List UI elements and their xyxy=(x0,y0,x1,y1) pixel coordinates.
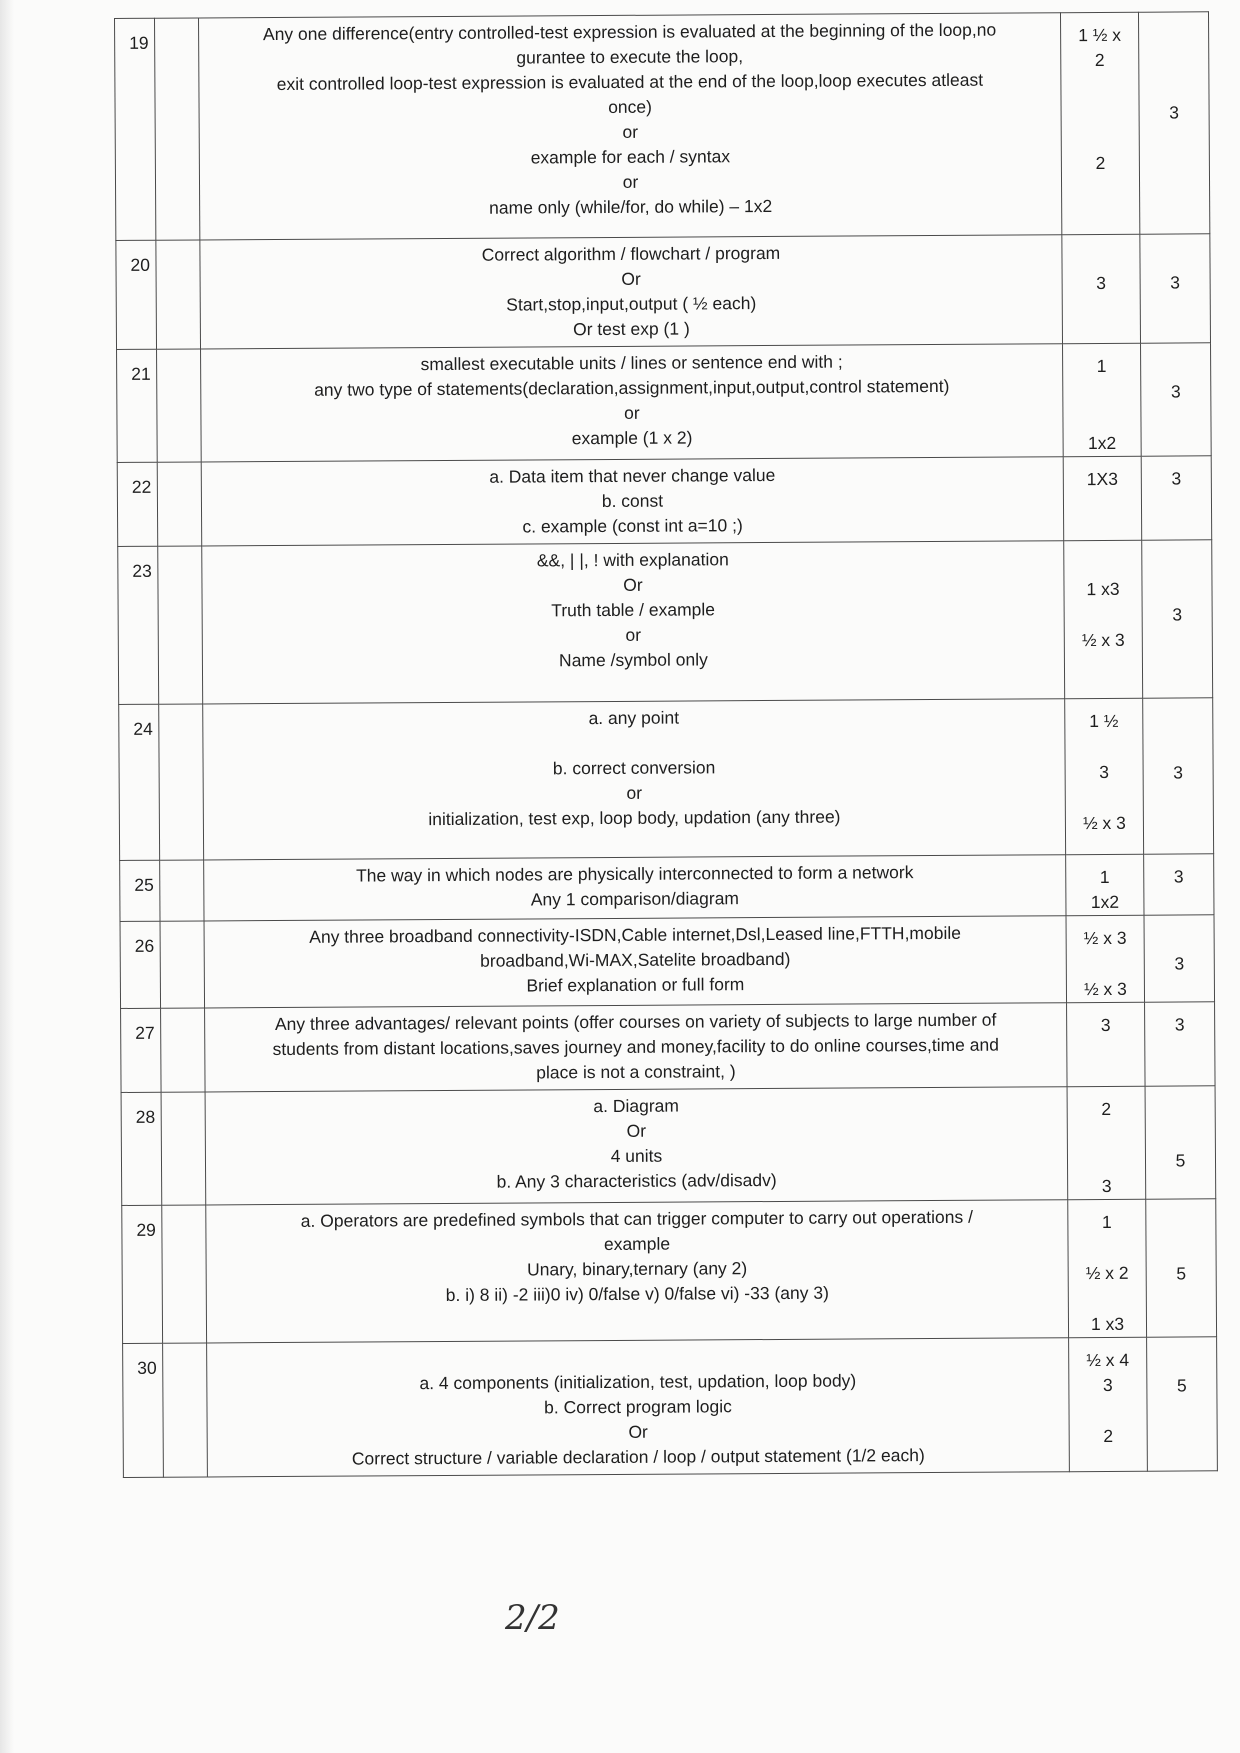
answer-key-cell xyxy=(200,235,1063,349)
question-number: 29 xyxy=(122,1205,163,1343)
answer-line: gurantee to execute the loop, xyxy=(516,46,744,68)
mark-value: 2 xyxy=(1095,152,1106,174)
mark-value xyxy=(1064,551,1141,577)
blank-column-cell xyxy=(158,546,203,704)
question-number: 26 xyxy=(120,921,161,1008)
blank-column-cell xyxy=(163,1343,208,1477)
mark-value: 1 xyxy=(1099,866,1110,887)
question-row xyxy=(119,698,1214,861)
marking-scheme-table xyxy=(114,11,1218,1478)
answer-line: Any three advantages/ relevant points (offer courses on variety of subjects to large number of xyxy=(274,1009,997,1035)
mark-value xyxy=(1066,785,1143,811)
answer-key-cell xyxy=(202,541,1065,704)
answer-line: once) xyxy=(608,96,653,117)
mark-value: 3 xyxy=(1100,1014,1111,1035)
mark-value xyxy=(1063,405,1140,431)
answer-line: initialization, test exp, loop body, updation (any three) xyxy=(428,806,841,830)
mark-value: ½ x 3 xyxy=(1081,629,1125,651)
answer-key-cell xyxy=(199,13,1062,240)
answer-line: Truth table / example xyxy=(551,599,716,621)
split-marks-cell xyxy=(1065,698,1144,854)
answer-line: Brief explanation or full form xyxy=(526,974,745,996)
split-marks-cell xyxy=(1066,915,1145,1002)
total-value: 3 xyxy=(1171,468,1182,489)
mark-value: 2 xyxy=(1094,49,1105,71)
answer-line: a. 4 components (initialization, test, updation, loop body) xyxy=(419,1370,857,1394)
question-number: 30 xyxy=(123,1343,164,1477)
split-marks-cell xyxy=(1066,854,1144,915)
answer-line: smallest executable units / lines or sentence end with ; xyxy=(420,351,843,375)
answer-key-cell xyxy=(201,457,1063,546)
mark-value xyxy=(1068,1122,1145,1148)
answer-line: Name /symbol only xyxy=(558,649,708,671)
mark-value: ½ x 2 xyxy=(1085,1262,1129,1284)
total-value xyxy=(1145,925,1214,951)
mark-value xyxy=(1062,125,1139,151)
question-row xyxy=(118,540,1213,705)
answer-line: or xyxy=(625,624,642,645)
mark-value: 1x2 xyxy=(1090,891,1120,913)
answer-line: any two type of statements(declaration,assignment,input,output,control statement) xyxy=(314,375,950,400)
blank-column-cell xyxy=(160,921,205,1008)
answer-line: 4 units xyxy=(610,1145,663,1166)
answer-line: Any one difference(entry controlled-test expression is evaluated at the beginning of the loop,no xyxy=(262,19,997,45)
blank-column-cell xyxy=(157,349,202,462)
mark-value xyxy=(1062,99,1139,125)
answer-key-cell xyxy=(203,699,1066,860)
answer-line: broadband,Wi-MAX,Satelite broadband) xyxy=(480,948,791,971)
mark-value xyxy=(1068,1148,1145,1174)
mark-value: 3 xyxy=(1102,1374,1113,1395)
mark-value: 1 xyxy=(1096,355,1107,377)
mark-value: 1X3 xyxy=(1086,468,1118,490)
total-value xyxy=(1142,576,1211,602)
answer-line: b. const xyxy=(601,490,664,512)
answer-line: Any three broadband connectivity-ISDN,Cable internet,Dsl,Leased line,FTTH,mobile xyxy=(309,922,962,947)
total-value xyxy=(1146,1235,1215,1261)
total-value: 3 xyxy=(1174,1014,1185,1035)
answer-key-cell xyxy=(207,1338,1070,1477)
mark-value xyxy=(1069,1286,1146,1312)
total-marks-cell xyxy=(1146,1199,1217,1337)
answer-line: The way in which nodes are physically interconnected to form a network xyxy=(355,862,914,886)
answer-line: b. Any 3 characteristics (adv/disadv) xyxy=(496,1169,777,1192)
total-marks-cell xyxy=(1138,12,1209,234)
answer-line: exit controlled loop-test expression is evaluated at the end of the loop,loop executes atleast xyxy=(276,69,984,95)
mark-value: 1 ½ x xyxy=(1078,24,1122,46)
question-row xyxy=(115,12,1210,241)
total-value xyxy=(1147,1347,1216,1373)
answer-key-cell xyxy=(205,1003,1067,1092)
question-number: 23 xyxy=(118,546,159,704)
split-marks-cell xyxy=(1064,540,1143,698)
mark-value: 1 x3 xyxy=(1086,578,1120,600)
answer-line: a. Diagram xyxy=(593,1095,680,1117)
total-value xyxy=(1143,734,1212,760)
answer-key-cell xyxy=(206,1200,1069,1343)
total-marks-cell xyxy=(1140,234,1211,343)
total-value xyxy=(1143,708,1212,734)
question-number: 20 xyxy=(116,240,157,349)
blank-column-cell xyxy=(157,462,202,546)
mark-value: ½ x 4 xyxy=(1086,1349,1130,1371)
answer-line: b. i) 8 ii) -2 iii)0 iv) 0/false v) 0/false vi) -33 (any 3) xyxy=(445,1282,829,1305)
mark-value xyxy=(1065,734,1142,760)
split-marks-cell xyxy=(1060,12,1139,234)
question-row xyxy=(122,1199,1217,1344)
answer-line: a. Operators are predefined symbols that can trigger computer to carry out operations / xyxy=(300,1206,973,1231)
total-value: 3 xyxy=(1170,272,1181,293)
total-marks-cell xyxy=(1142,540,1213,698)
total-marks-cell xyxy=(1144,915,1215,1002)
mark-value: 1x2 xyxy=(1087,432,1117,454)
total-value xyxy=(1146,1122,1215,1148)
mark-value xyxy=(1068,1235,1145,1261)
split-marks-cell xyxy=(1067,1086,1146,1199)
answer-line: name only (while/for, do while) – 1x2 xyxy=(489,195,773,218)
question-row xyxy=(121,1002,1215,1093)
total-value: 5 xyxy=(1176,1263,1187,1284)
total-value: 3 xyxy=(1170,381,1181,402)
question-number: 21 xyxy=(117,349,158,462)
total-value xyxy=(1146,1209,1215,1235)
split-marks-cell xyxy=(1062,234,1141,343)
total-value xyxy=(1139,48,1208,74)
mark-value: 3 xyxy=(1099,761,1110,782)
question-row xyxy=(120,854,1214,922)
total-value xyxy=(1140,244,1209,270)
total-value: 5 xyxy=(1175,1150,1186,1171)
answer-line: Or xyxy=(628,1421,648,1442)
mark-value xyxy=(1063,379,1140,405)
mark-value xyxy=(1069,1398,1146,1424)
question-number: 22 xyxy=(117,462,158,546)
answer-key-cell xyxy=(204,855,1066,921)
mark-value: 3 xyxy=(1101,1175,1112,1196)
answer-line: Unary, binary,ternary (any 2) xyxy=(527,1258,748,1280)
total-value xyxy=(1141,353,1210,379)
blank-column-cell xyxy=(161,1008,206,1092)
blank-column-cell xyxy=(161,1092,206,1205)
total-value xyxy=(1139,74,1208,100)
mark-value xyxy=(1061,73,1138,99)
total-value xyxy=(1142,550,1211,576)
total-value: 3 xyxy=(1173,866,1184,887)
answer-key-cell xyxy=(204,916,1067,1008)
blank-column-cell xyxy=(155,18,200,240)
mark-value: ½ x 3 xyxy=(1083,978,1127,1000)
answer-line: &&, | |, ! with explanation xyxy=(536,549,729,571)
question-row xyxy=(117,343,1212,463)
answer-line: Or test exp (1 ) xyxy=(572,318,690,340)
scan-edge-shadow xyxy=(0,0,14,1753)
answer-line: Or xyxy=(623,574,643,595)
answer-line: Or xyxy=(621,268,641,289)
blank-column-cell xyxy=(156,240,201,349)
blank-column-cell xyxy=(160,860,204,921)
question-row xyxy=(123,1337,1218,1478)
question-number: 27 xyxy=(121,1008,162,1092)
answer-line: c. example (const int a=10 ;) xyxy=(522,515,743,537)
total-value: 3 xyxy=(1172,604,1183,625)
total-marks-cell xyxy=(1145,1002,1216,1086)
total-value: 3 xyxy=(1169,102,1180,123)
split-marks-cell xyxy=(1069,1337,1148,1471)
page-number-note: 2/2 xyxy=(505,1598,560,1638)
mark-value xyxy=(1067,951,1144,977)
answer-line: or xyxy=(622,121,639,142)
mark-value: 2 xyxy=(1101,1098,1112,1119)
mark-value xyxy=(1062,245,1139,271)
answer-line: Start,stop,input,output ( ½ each) xyxy=(506,293,757,315)
answer-line: Correct structure / variable declaration / loop / output statement (1/2 each) xyxy=(351,1445,925,1469)
split-marks-cell xyxy=(1067,1002,1146,1086)
blank-column-cell xyxy=(159,704,204,860)
answer-line: Any 1 comparison/diagram xyxy=(530,888,740,910)
total-marks-cell xyxy=(1143,698,1214,854)
question-row xyxy=(117,456,1211,547)
split-marks-cell xyxy=(1063,343,1142,456)
question-number: 19 xyxy=(115,18,156,240)
answer-line: students from distant locations,saves journey and money,facility to do online courses,time and xyxy=(272,1034,1000,1060)
answer-line: example xyxy=(603,1233,671,1255)
mark-value: 1 ½ xyxy=(1089,710,1119,732)
split-marks-cell xyxy=(1063,456,1142,540)
answer-line: example for each / syntax xyxy=(530,146,731,168)
total-marks-cell xyxy=(1141,343,1212,456)
total-value xyxy=(1146,1096,1215,1122)
total-value: 5 xyxy=(1176,1375,1187,1396)
question-row xyxy=(120,915,1215,1009)
answer-line: Correct algorithm / flowchart / program xyxy=(481,242,781,265)
answer-line: or xyxy=(626,782,643,803)
mark-value: 1 x3 xyxy=(1090,1313,1125,1335)
question-number: 24 xyxy=(119,704,160,860)
total-marks-cell xyxy=(1141,456,1212,540)
answer-line: a. Data item that never change value xyxy=(489,464,776,487)
mark-value: ½ x 3 xyxy=(1083,927,1127,949)
total-value: 3 xyxy=(1173,762,1184,783)
answer-key-cell xyxy=(205,1087,1068,1205)
question-row xyxy=(116,234,1211,350)
total-marks-cell xyxy=(1147,1337,1218,1471)
blank-column-cell xyxy=(162,1205,207,1343)
mark-value: 3 xyxy=(1096,272,1107,294)
mark-value: ½ x 3 xyxy=(1082,812,1126,834)
total-value: 3 xyxy=(1174,953,1185,974)
answer-line: or xyxy=(624,402,640,423)
answer-line: b. Correct program logic xyxy=(544,1396,732,1418)
question-row xyxy=(121,1086,1216,1206)
answer-line: Or xyxy=(626,1120,647,1141)
question-number: 25 xyxy=(120,860,160,921)
mark-value: 1 xyxy=(1101,1211,1112,1232)
answer-line: a. any point xyxy=(588,707,680,729)
answer-line: b. correct conversion xyxy=(552,757,716,779)
answer-key-cell xyxy=(201,344,1064,462)
answer-line: example (1 x 2) xyxy=(571,427,693,449)
split-marks-cell xyxy=(1068,1199,1147,1337)
answer-line: place is not a constraint, ) xyxy=(536,1061,736,1083)
mark-value xyxy=(1065,602,1142,628)
answer-line: or xyxy=(622,171,639,192)
question-number: 28 xyxy=(121,1092,162,1205)
mark-value: 2 xyxy=(1103,1425,1114,1446)
total-marks-cell xyxy=(1144,854,1214,915)
total-marks-cell xyxy=(1145,1086,1216,1199)
total-value xyxy=(1139,22,1208,48)
